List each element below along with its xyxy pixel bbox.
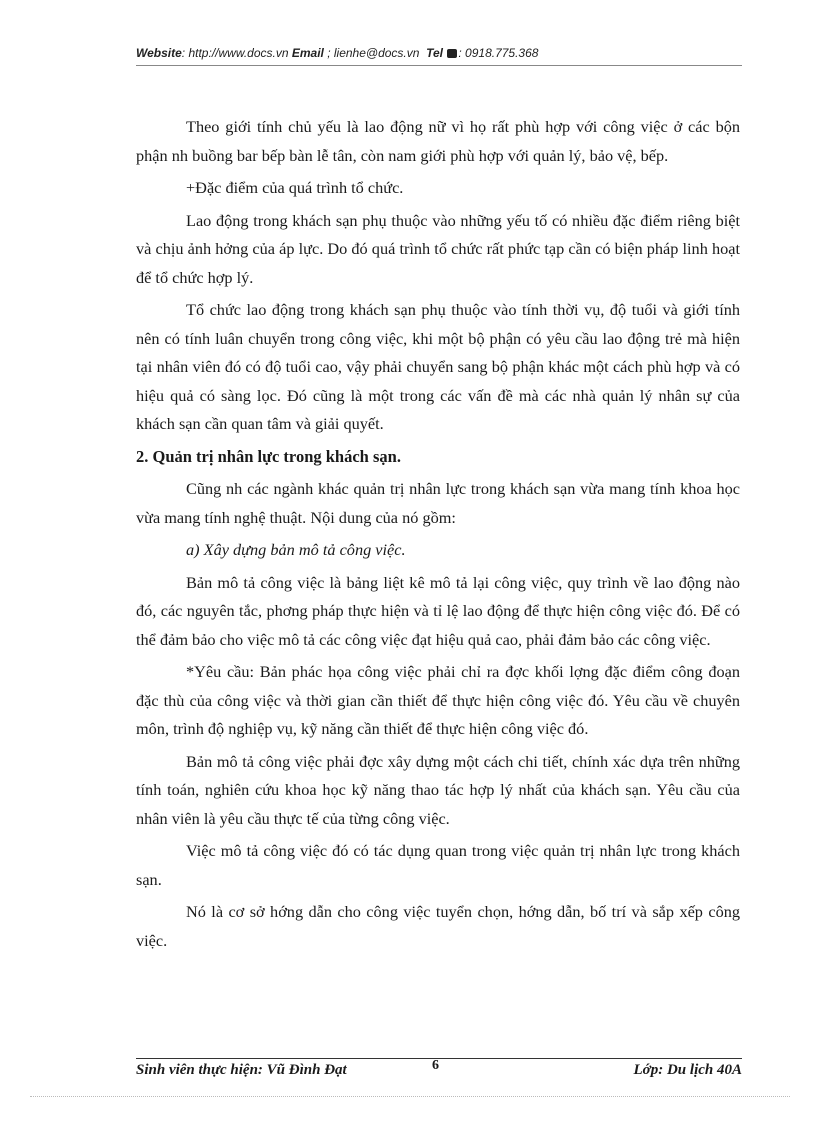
page-edge-divider bbox=[30, 1096, 790, 1097]
paragraph: Cũng nh các ngành khác quản trị nhân lực trong khách sạn vừa mang tính khoa học vừa mang tính nghệ thuật. Nội dung của nó gồm: bbox=[136, 479, 740, 527]
paragraph: Việc mô tả công việc đó có tác dụng quan trong việc quản trị nhân lực trong khách sạn. bbox=[136, 841, 740, 889]
phone-icon bbox=[447, 49, 457, 58]
tel-value: : 0918.775.368 bbox=[458, 46, 539, 60]
page-number: 6 bbox=[432, 1060, 439, 1073]
tel-label: Tel bbox=[426, 46, 444, 60]
footer-author: Sinh viên thực hiện: Vũ Đình Đạt bbox=[136, 1062, 347, 1078]
page-body bbox=[136, 113, 740, 959]
email-link[interactable]: ; lienhe@docs.vn bbox=[323, 46, 420, 60]
footer-class: Lớp: Du lịch 40A bbox=[633, 1062, 742, 1078]
paragraph: Nó là cơ sở hớng dẫn cho công việc tuyển chọn, hớng dẫn, bố trí và sắp xếp công việc. bbox=[136, 902, 740, 950]
paragraph: +Đặc điểm của quá trình tổ chức. bbox=[186, 178, 404, 197]
page-header bbox=[136, 46, 742, 60]
paragraph: Lao động trong khách sạn phụ thuộc vào những yếu tố có nhiều đặc điểm riêng biệt và chịu ảnh hởng của áp lực. Do đó quá trình tổ chức rất phức tạp cần có biện pháp linh hoạt để tổ chức hợp lý. bbox=[136, 210, 740, 287]
paragraph: Bản mô tả công việc phải đợc xây dựng một cách chi tiết, chính xác dựa trên những tính toán, nghiên cứu khoa học kỹ năng thao tác hợp lý nhất của khách sạn. Yêu cầu của nhân viên là yêu cầu thực tế của từng công việc. bbox=[136, 751, 740, 828]
website-label: Website bbox=[136, 46, 182, 60]
page-footer bbox=[136, 1060, 742, 1080]
subsection-heading: a) Xây dựng bản mô tả công việc. bbox=[186, 540, 406, 559]
paragraph: Theo giới tính chủ yếu là lao động nữ vì họ rất phù hợp với công việc ở các bộn phận nh buồng bar bếp bàn lễ tân, còn nam giới phù hợp với quản lý, bảo vệ, bếp. bbox=[136, 117, 740, 165]
website-link[interactable]: : http://www.docs.vn bbox=[181, 46, 289, 60]
footer-divider bbox=[136, 1058, 742, 1059]
email-label: Email bbox=[291, 46, 324, 60]
paragraph: *Yêu cầu: Bản phác họa công việc phải chỉ ra đợc khối lợng đặc điểm công đoạn đặc thù của công việc và thời gian cần thiết để thực hiện công việc đó. Yêu cầu về chuyên môn, trình độ nghiệp vụ, kỹ năng cần thiết để thực hiện công việc đó. bbox=[136, 662, 740, 738]
section-heading: 2. Quản trị nhân lực trong khách sạn. bbox=[136, 446, 401, 466]
paragraph: Bản mô tả công việc là bảng liệt kê mô tả lại công việc, quy trình về lao động nào đó, các nguyên tắc, phơng pháp thực hiện và tỉ lệ lao động để thực hiện công việc đó. Để có thể đảm bảo cho việc mô tả các công việc đạt hiệu quả cao, phải đảm bảo các công việc. bbox=[136, 572, 740, 649]
header-divider bbox=[136, 65, 742, 66]
paragraph: Tổ chức lao động trong khách sạn phụ thuộc vào tính thời vụ, độ tuổi và giới tính nên có tính luân chuyển trong công việc, khi một bộ phận có yêu cầu lao động trẻ mà hiện tại nhân viên đó có độ tuổi cao, vậy phải chuyển sang bộ phận khác một cách phù hợp và có hiệu quả có sàng lọc. Đó cũng là một trong các vấn đề mà các nhà quản lý nhân sự của khách sạn cần quan tâm và giải quyết. bbox=[136, 300, 740, 433]
